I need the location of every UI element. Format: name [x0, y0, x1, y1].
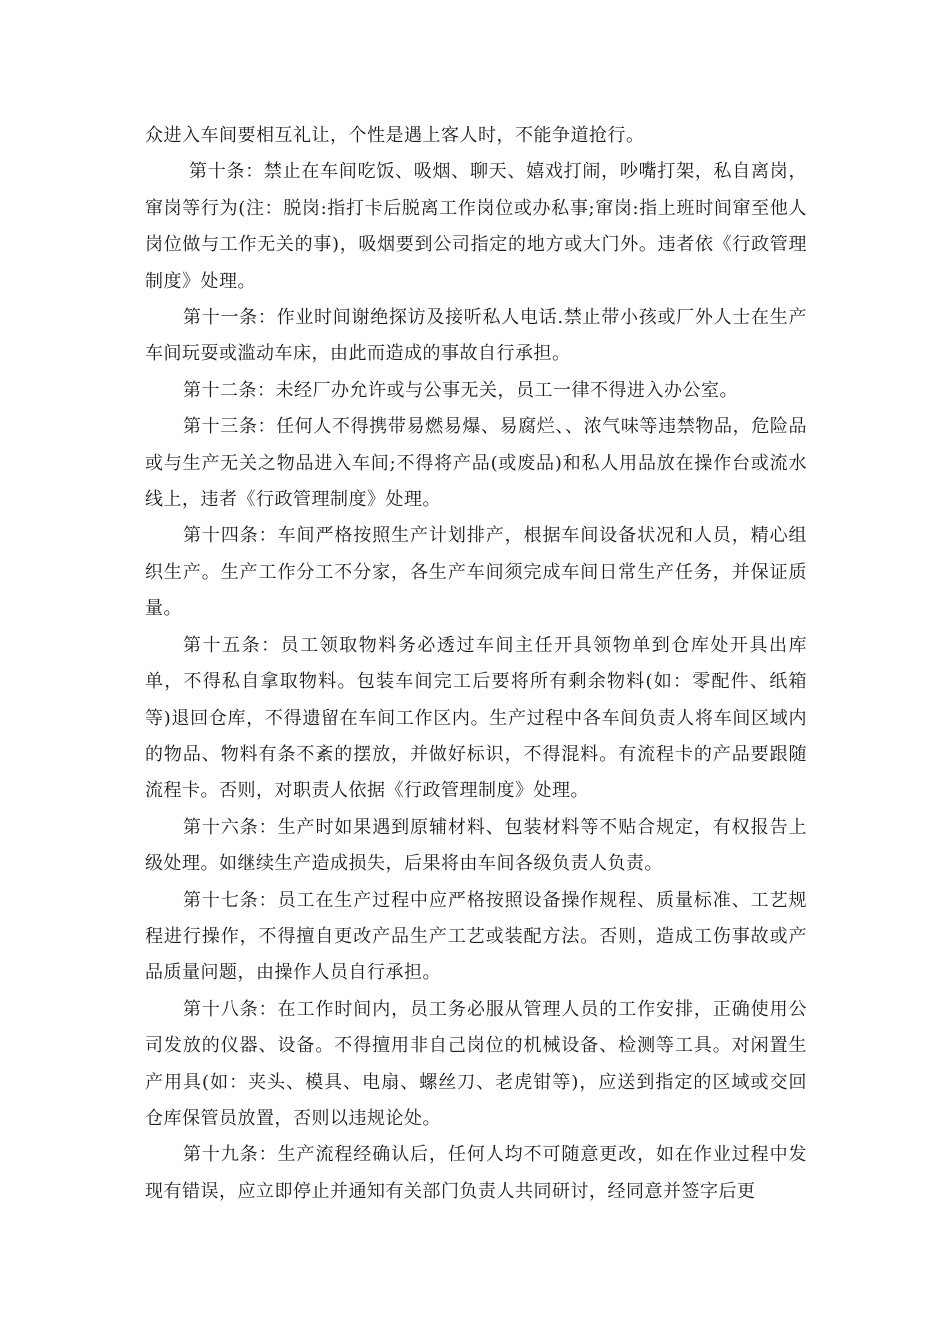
- paragraph-article-16: 第十六条：生产时如果遇到原辅材料、包装材料等不贴合规定，有权报告上级处理。如继续生产造成损失，后果将由车间各级负责人负责。: [145, 816, 807, 875]
- paragraph-article-11: 第十一条：作业时间谢绝探访及接听私人电话.禁止带小孩或厂外人士在生产车间玩耍或滥动车床，由此而造成的事故自行承担。: [145, 307, 807, 365]
- paragraph-article-13: 第十三条：任何人不得携带易燃易爆、易腐烂、、浓气味等违禁物品，危险品或与生产无关之物品进入车间;不得将产品(或废品)和私人用品放在操作台或流水线上，违者《行政管理制度》处理。: [145, 416, 807, 511]
- paragraph-article-14: 第十四条：车间严格按照生产计划排产，根据车间设备状况和人员，精心组织生产。生产工作分工不分家，各生产车间须完成车间日常生产任务，并保证质量。: [145, 525, 807, 620]
- paragraph-continuation: 众进入车间要相互礼让，个性是遇上客人时，不能争道抢行。: [145, 125, 645, 146]
- document-body: [145, 118, 807, 1210]
- paragraph-article-10: 第十条：禁止在车间吃饭、吸烟、聊天、嬉戏打闹，吵嘴打架，私自离岗，窜岗等行为(注：脱岗:指打卡后脱离工作岗位或办私事;窜岗:指上班时间窜至他人岗位做与工作无关的事)，吸烟要到公司指定的地方或大门外。违者依《行政管理制度》处理。: [145, 161, 807, 292]
- paragraph-article-15: 第十五条：员工领取物料务必透过车间主任开具领物单到仓库处开具出库单，不得私自拿取物料。包装车间完工后要将所有剩余物料(如：零配件、纸箱等)退回仓库，不得遗留在车间工作区内。生产过程中各车间负责人将车间区域内的物品、物料有条不紊的摆放，并做好标识，不得混料。有流程卡的产品要跟随流程卡。否则，对职责人依据《行政管理制度》处理。: [145, 634, 807, 802]
- paragraph-article-18: 第十八条：在工作时间内，员工务必服从管理人员的工作安排，正确使用公司发放的仪器、设备。不得擅用非自己岗位的机械设备、检测等工具。对闲置生产用具(如：夹头、模具、电扇、螺丝刀、老虎钳等)，应送到指定的区域或交回仓库保管员放置，否则以违规论处。: [145, 998, 807, 1129]
- paragraph-article-12: 第十二条：未经厂办允许或与公事无关，员工一律不得进入办公室。: [183, 379, 738, 401]
- paragraph-article-19: 第十九条：生产流程经确认后，任何人均不可随意更改，如在作业过程中发现有错误，应立即停止并通知有关部门负责人共同研讨，经同意并签字后更: [145, 1144, 807, 1202]
- paragraph-article-17: 第十七条：员工在生产过程中应严格按照设备操作规程、质量标准、工艺规程进行操作，不得擅自更改产品生产工艺或装配方法。否则，造成工伤事故或产品质量问题，由操作人员自行承担。: [145, 889, 807, 984]
